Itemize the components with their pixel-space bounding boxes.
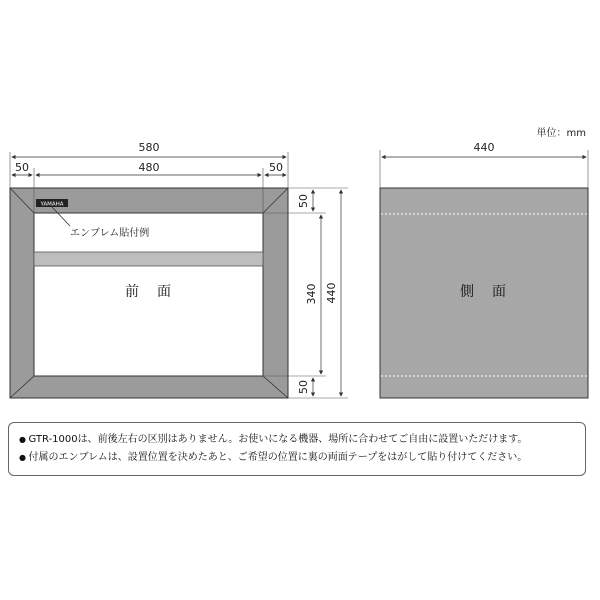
dim-inner-width: 480 — [138, 161, 160, 174]
note-item: ● GTR-1000は、前後左右の区別はありません。お使いになる機器、場所に合わせてご自由に設置いただけます。 — [19, 431, 575, 449]
front-label: 前 面 — [125, 284, 173, 300]
side-view — [380, 188, 588, 398]
note-item: ● 付属のエンブレムは、設置位置を決めたあと、ご希望の位置に裏の両面テープをはがして貼り付けてください。 — [19, 449, 575, 467]
emblem-callout: エンブレム貼付例 — [70, 228, 150, 239]
side-width-dimension — [380, 141, 588, 188]
dim-left-margin: 50 — [15, 161, 29, 174]
front-view — [10, 188, 288, 398]
dim-bottom-frame: 50 — [297, 380, 310, 394]
dim-side-width: 440 — [473, 141, 495, 154]
unit-label: 単位：mm — [536, 128, 586, 139]
emblem-logo-text: YAMAHA — [40, 201, 64, 208]
notes-box — [8, 422, 586, 476]
dim-top-frame: 50 — [297, 194, 310, 208]
dim-overall-height: 440 — [325, 282, 338, 304]
side-label: 側 面 — [460, 284, 508, 300]
front-shelf — [34, 252, 263, 266]
dim-overall-width: 580 — [138, 141, 160, 154]
dim-right-margin: 50 — [269, 161, 283, 174]
dim-inner-height: 340 — [305, 283, 318, 305]
